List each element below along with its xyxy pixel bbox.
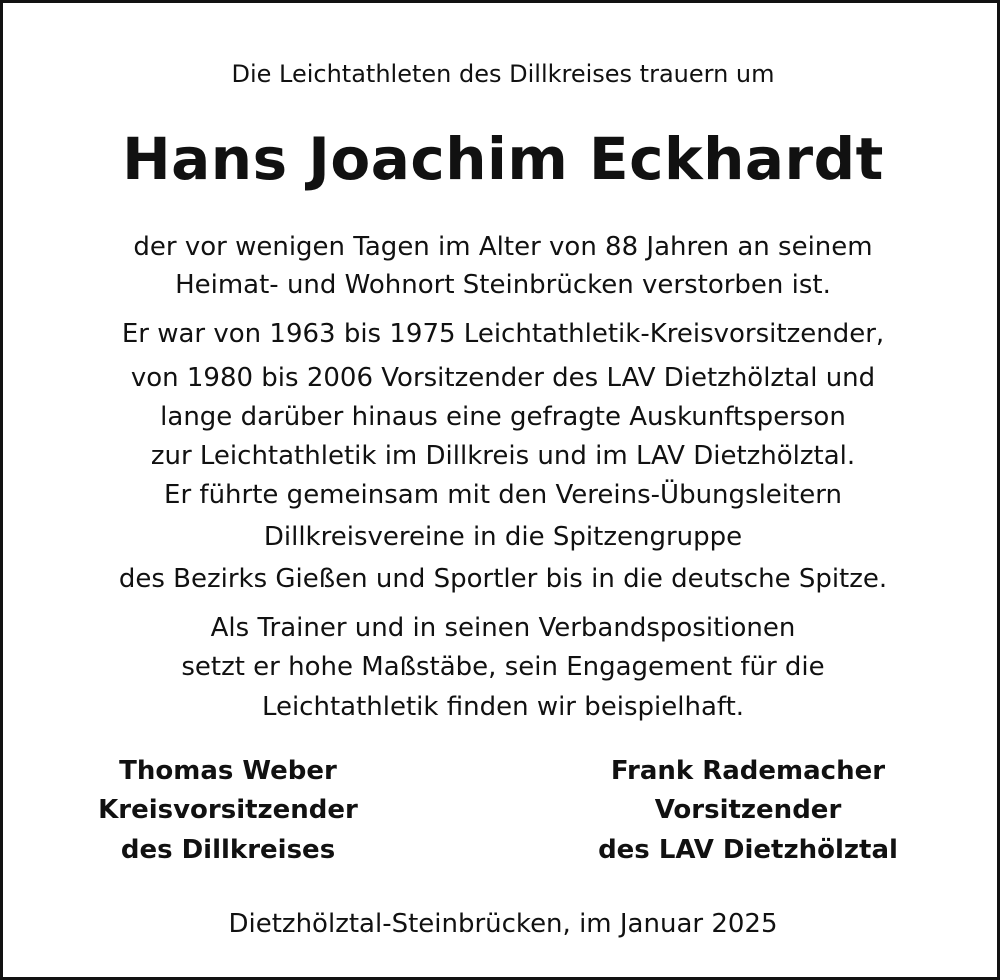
paragraph-2-line-2: von 1980 bis 2006 Vorsitzender des LAV Dietzhölztal und	[130, 363, 876, 393]
intro-text: Die Leichtathleten des Dillkreises trauern um	[231, 60, 775, 88]
paragraph-3-line-2: setzt er hohe Maßstäbe, sein Engagement für die	[181, 652, 825, 682]
paragraph-2-line-6: Dillkreisvereine in die Spitzengruppe	[263, 522, 743, 552]
paragraph-1-line-1: der vor wenigen Tagen im Alter von 88 Jahren an seinem	[133, 232, 873, 262]
paragraph-2-line-4: zur Leichtathletik im Dillkreis und im LAV Dietzhölztal.	[150, 441, 856, 471]
paragraph-2-line-5: Er führte gemeinsam mit den Vereins-Übungsleitern	[164, 480, 842, 510]
signatory-2-name: Frank Rademacher	[610, 756, 886, 786]
signatory-1-org: des Dillkreises	[120, 835, 336, 865]
paragraph-3-line-3: Leichtathletik finden wir beispielhaft.	[261, 692, 745, 722]
paragraph-1-line-2: Heimat- und Wohnort Steinbrücken verstorben ist.	[175, 270, 831, 300]
signatory-1-name: Thomas Weber	[119, 756, 337, 786]
paragraph-3-line-1: Als Trainer und in seinen Verbandspositionen	[210, 613, 796, 643]
deceased-name: Hans Joachim Eckhardt	[122, 125, 884, 193]
signatory-2-org: des LAV Dietzhölztal	[598, 835, 898, 865]
paragraph-2-line-3: lange darüber hinaus eine gefragte Auskunftsperson	[160, 402, 846, 432]
signatory-2-title: Vorsitzender	[654, 795, 842, 825]
paragraph-2-line-1: Er war von 1963 bis 1975 Leichtathletik-Kreisvorsitzender,	[121, 319, 885, 349]
signatory-1-title: Kreisvorsitzender	[98, 795, 358, 825]
place-date: Dietzhölztal-Steinbrücken, im Januar 2025	[228, 909, 778, 939]
paragraph-2-line-7: des Bezirks Gießen und Sportler bis in die deutsche Spitze.	[118, 564, 888, 594]
